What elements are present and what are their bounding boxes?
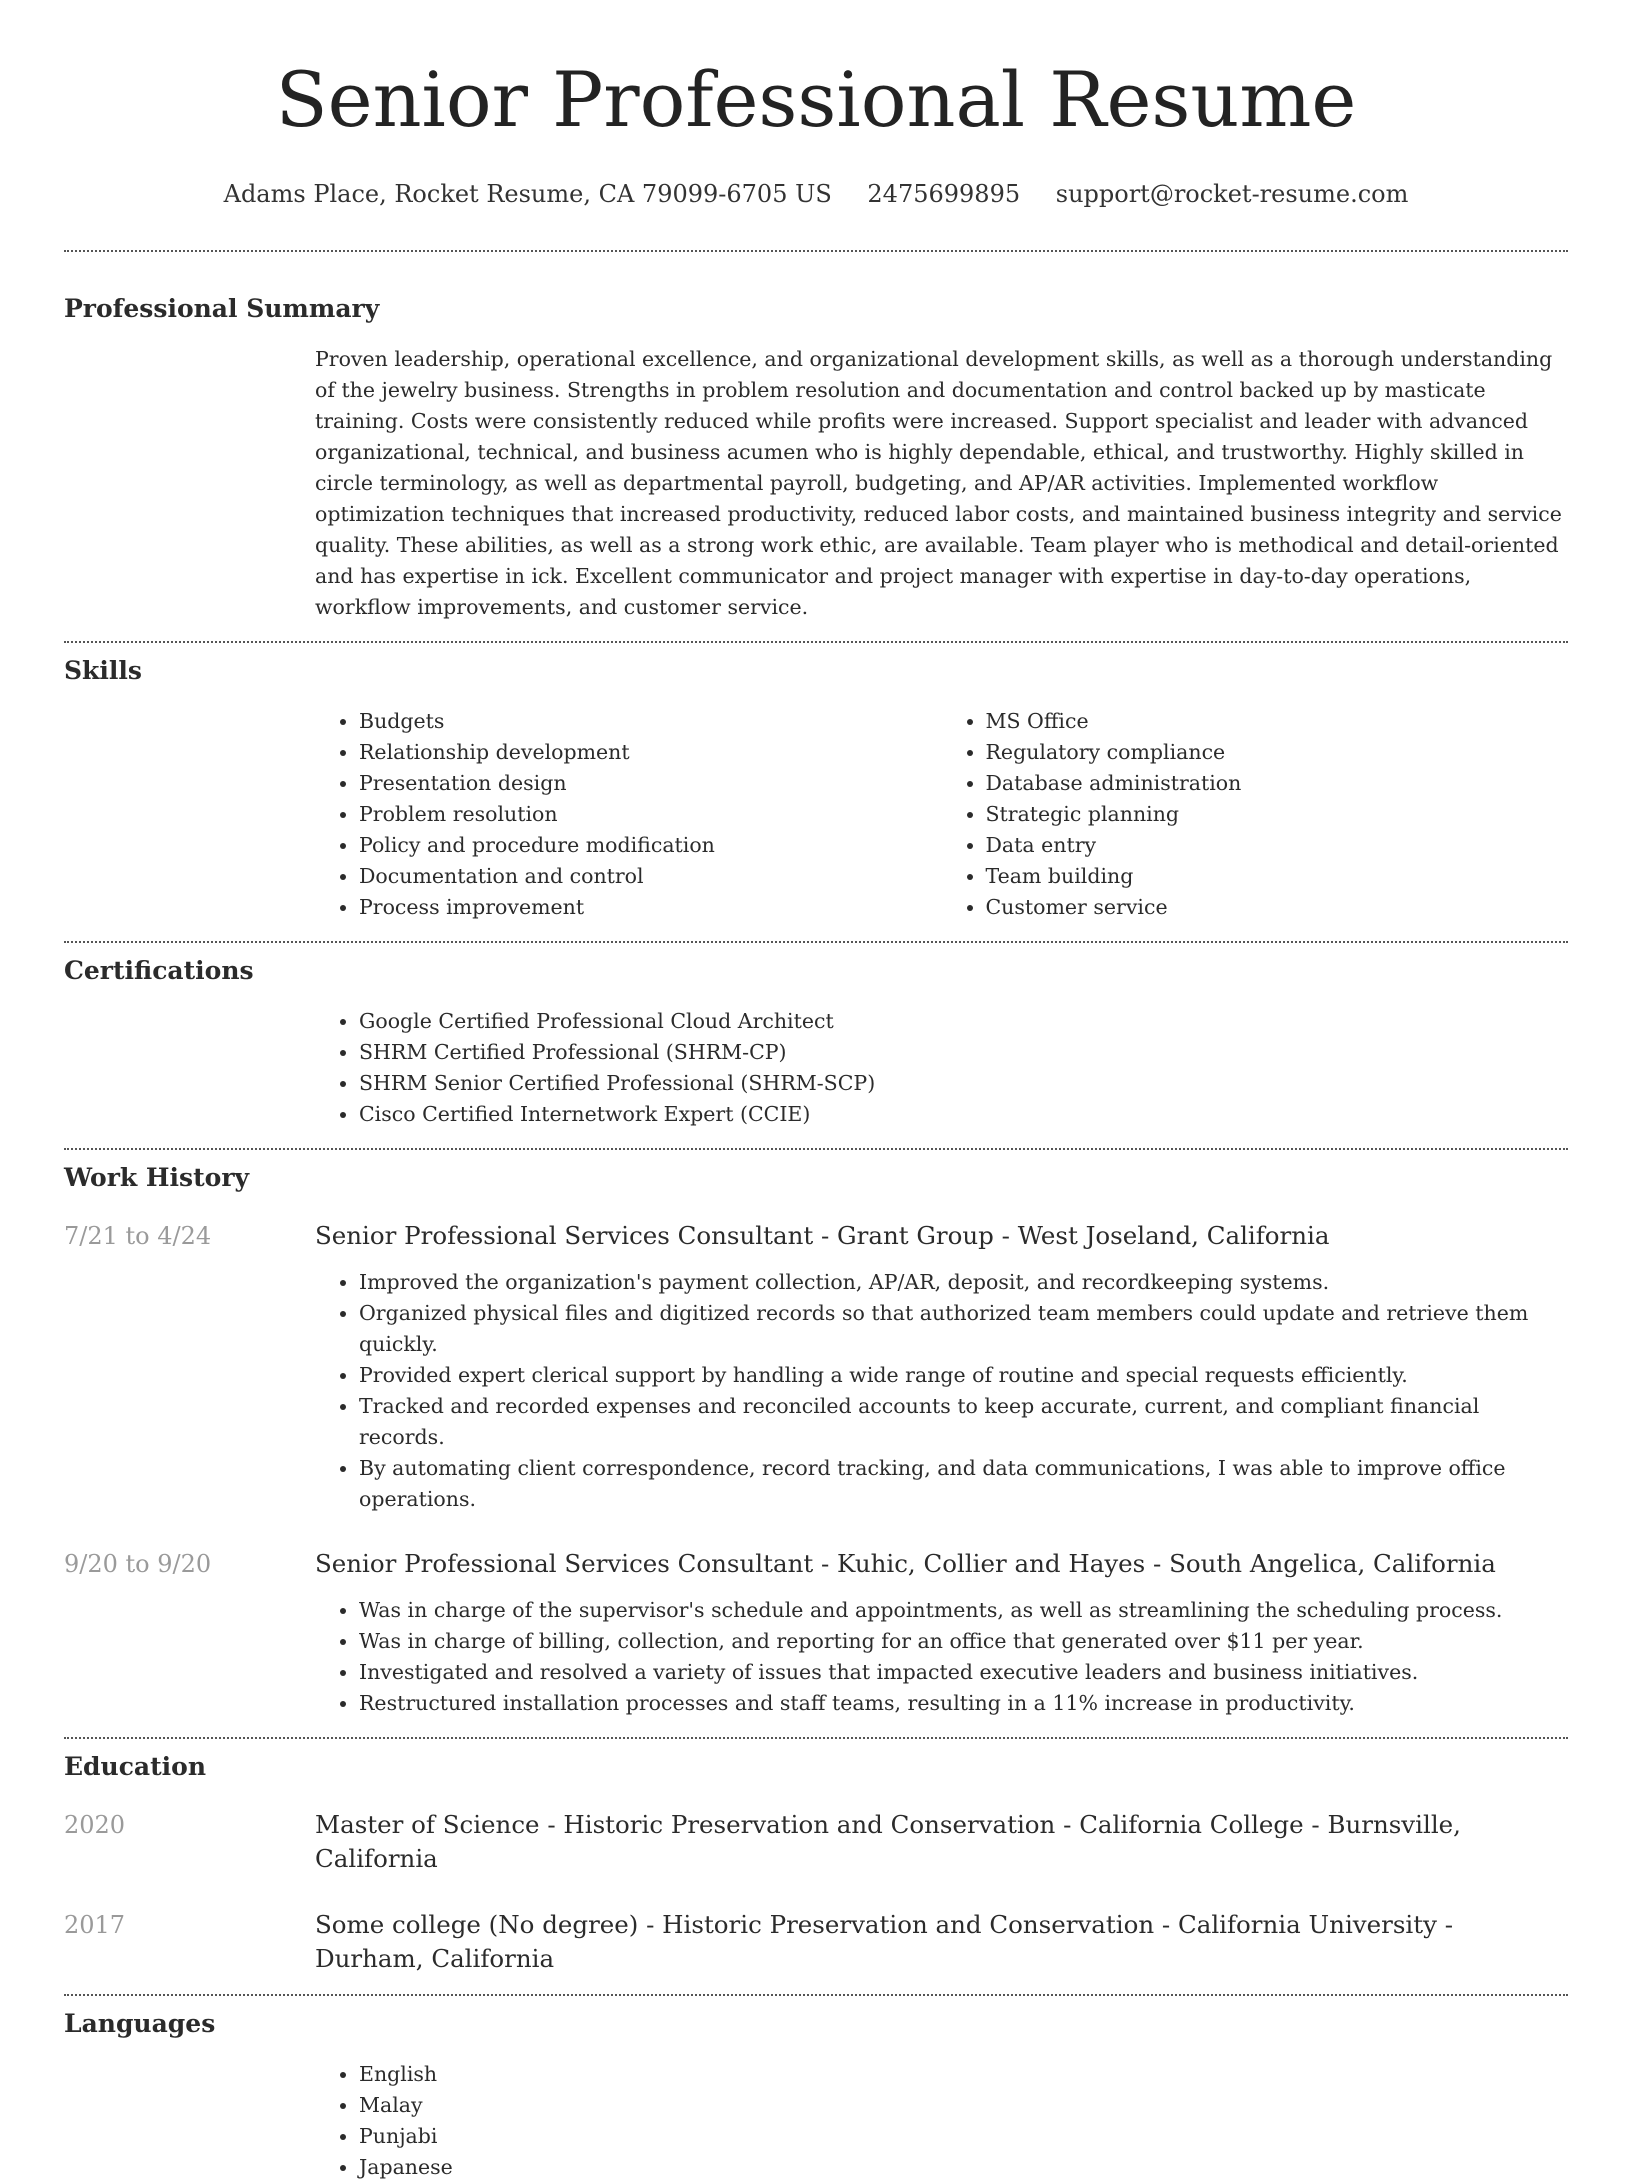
- email: support@rocket-resume.com: [1055, 180, 1409, 208]
- job-entry: [64, 1547, 1568, 1737]
- section-certifications: [64, 943, 1568, 1148]
- section-skills: [64, 643, 1568, 941]
- certification-item: • Cisco Certified Internetwork Expert (CCIE): [359, 1099, 1568, 1130]
- section-title: Work History: [64, 1163, 250, 1192]
- skill-item: • Budgets: [359, 706, 942, 737]
- education-entry: [64, 1908, 1568, 1994]
- skill-item: • Problem resolution: [359, 799, 942, 830]
- job-heading: Senior Professional Services Consultant - Kuhic, Collier and Hayes - South Angelica, California: [315, 1549, 1496, 1578]
- section-title: Education: [64, 1752, 207, 1781]
- job-bullets: [315, 1267, 1568, 1515]
- education-entry: [64, 1808, 1568, 1876]
- languages-list: [315, 2059, 1568, 2183]
- language-item: • Japanese: [359, 2152, 1568, 2183]
- job-bullet: • Restructured installation processes and staff teams, resulting in a 11% increase in productivity.: [359, 1688, 1568, 1719]
- skill-item: • Policy and procedure modification: [359, 830, 942, 861]
- language-item: • Punjabi: [359, 2121, 1568, 2152]
- certifications-list: [315, 1006, 1568, 1148]
- resume-title: Senior Professional Resume: [275, 55, 1357, 144]
- job-bullet: • By automating client correspondence, record tracking, and data communications, I was able to improve office operations.: [359, 1453, 1568, 1515]
- skills-right: [942, 706, 1569, 923]
- skills-left: [315, 706, 942, 923]
- education-heading: Master of Science - Historic Preservation and Conservation - California College - Burnsville, California: [315, 1810, 1461, 1873]
- skill-item: • Data entry: [986, 830, 1569, 861]
- summary-text: Proven leadership, operational excellence, and organizational development skills, as well as a thorough understanding of the jewelry business. Strengths in problem resolution and documentation and control backed up by masticate training. Costs were consistently reduced while profits were increased. Support specialist and leader with advanced organizational, technical, and business acumen who is highly dependable, ethical, and trustworthy. Highly skilled in circle terminology, as well as departmental payroll, budgeting, and AP/AR activities. Implemented workflow optimization techniques that increased productivity, reduced labor costs, and maintained business integrity and service quality. These abilities, as well as a strong work ethic, are available. Team player who is methodical and detail-oriented and has expertise in ick. Excellent communicator and project manager with expertise in day-to-day operations, workflow improvements, and customer service.: [315, 347, 1562, 619]
- job-bullet: • Provided expert clerical support by handling a wide range of routine and special requests efficiently.: [359, 1360, 1568, 1391]
- certification-item: • SHRM Certified Professional (SHRM-CP): [359, 1037, 1568, 1068]
- phone: 2475699895: [867, 180, 1021, 208]
- skill-item: • Relationship development: [359, 737, 942, 768]
- skill-item: • Team building: [986, 861, 1569, 892]
- job-bullet: • Tracked and recorded expenses and reconciled accounts to keep accurate, current, and compliant financial records.: [359, 1391, 1568, 1453]
- certification-item: • Google Certified Professional Cloud Architect: [359, 1006, 1568, 1037]
- job-entry: [64, 1219, 1568, 1515]
- job-bullets: [315, 1595, 1568, 1719]
- skill-item: • Process improvement: [359, 892, 942, 923]
- job-bullet: • Was in charge of the supervisor's schedule and appointments, as well as streamlining the scheduling process.: [359, 1595, 1568, 1626]
- section-title: Certifications: [64, 956, 254, 985]
- section-summary: [64, 252, 1568, 641]
- job-dates: 7/21 to 4/24: [64, 1222, 212, 1250]
- job-bullet: • Improved the organization's payment collection, AP/AR, deposit, and recordkeeping systems.: [359, 1267, 1568, 1298]
- education-year: 2020: [64, 1811, 126, 1839]
- job-dates: 9/20 to 9/20: [64, 1550, 212, 1578]
- job-heading: Senior Professional Services Consultant - Grant Group - West Joseland, California: [315, 1221, 1330, 1250]
- skills-list: [315, 706, 1568, 941]
- skill-item: • Database administration: [986, 768, 1569, 799]
- section-work-history: [64, 1150, 1568, 1737]
- education-heading: Some college (No degree) - Historic Preservation and Conservation - California University - Durham, California: [315, 1910, 1454, 1973]
- job-bullet: • Was in charge of billing, collection, and reporting for an office that generated over $11 per year.: [359, 1626, 1568, 1657]
- skill-item: • Documentation and control: [359, 861, 942, 892]
- section-title: Languages: [64, 2009, 216, 2038]
- section-languages: [64, 1996, 1568, 2183]
- education-year: 2017: [64, 1911, 126, 1939]
- language-item: • English: [359, 2059, 1568, 2090]
- section-title: Professional Summary: [64, 294, 380, 323]
- skill-item: • Strategic planning: [986, 799, 1569, 830]
- section-title: Skills: [64, 656, 142, 685]
- job-bullet: • Organized physical files and digitized records so that authorized team members could update and retrieve them quickly.: [359, 1298, 1568, 1360]
- skill-item: • MS Office: [986, 706, 1569, 737]
- job-bullet: • Investigated and resolved a variety of issues that impacted executive leaders and business initiatives.: [359, 1657, 1568, 1688]
- certification-item: • SHRM Senior Certified Professional (SHRM-SCP): [359, 1068, 1568, 1099]
- skill-item: • Customer service: [986, 892, 1569, 923]
- skill-item: • Presentation design: [359, 768, 942, 799]
- skill-item: • Regulatory compliance: [986, 737, 1569, 768]
- contact-info: [64, 178, 1568, 210]
- section-education: [64, 1739, 1568, 1994]
- language-item: • Malay: [359, 2090, 1568, 2121]
- address: Adams Place, Rocket Resume, CA 79099-6705 US: [223, 180, 832, 208]
